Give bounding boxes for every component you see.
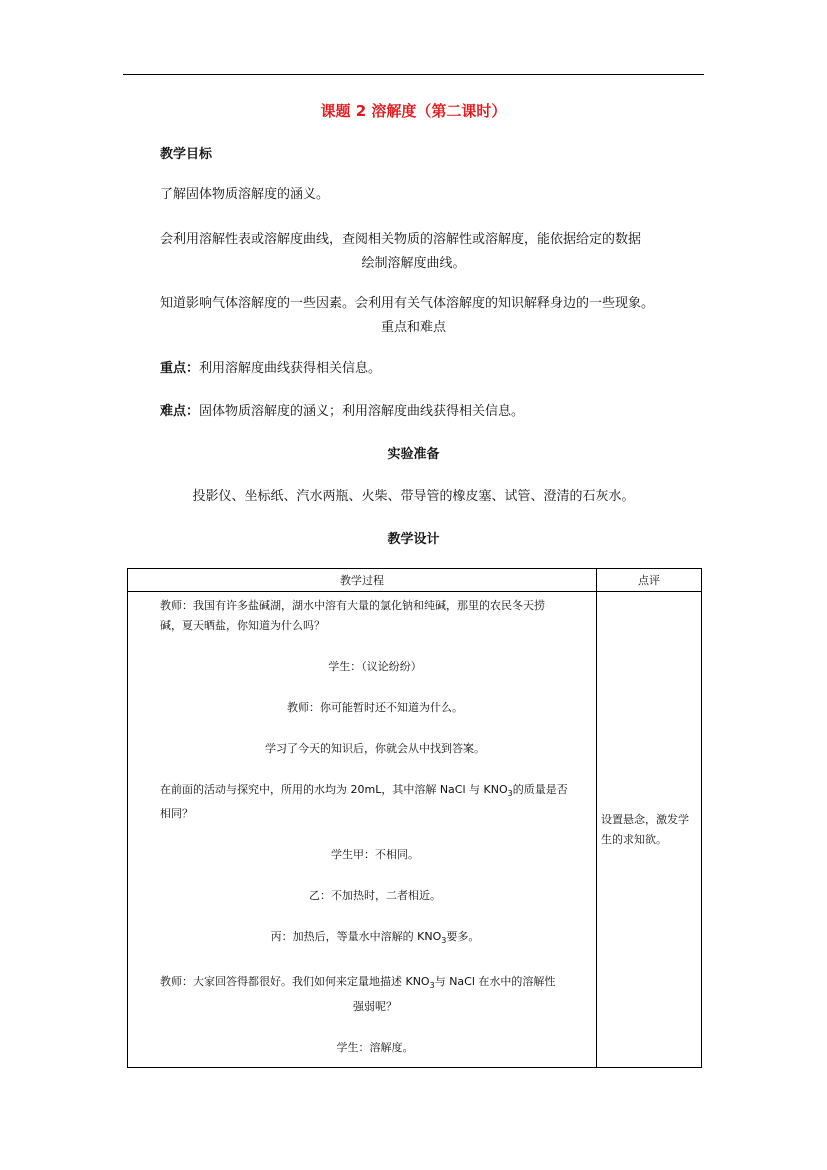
process-text: 教师：大家回答得都很好。我们如何来定量地描述 KNO [160,975,430,989]
prep-heading: 实验准备 [387,447,440,462]
prep-text: 投影仪、坐标纸、汽水两瓶、火柴、带导管的橡皮塞、试管、澄清的石灰水。 [192,489,635,504]
process-text: 在前面的活动与探究中，所用的水均为 20mL，其中溶解 NaCl 与 KNO [160,783,508,796]
process-line [160,972,590,996]
subscript: 3 [441,936,447,946]
objective-3: 知道影响气体溶解度的一些因素。会利用有关气体溶解度的知识解释身边的一些现象。 [160,296,655,311]
process-line: 教师：你可能暂时还不知道为什么。 [287,701,463,714]
header-rule [123,74,704,75]
objective-2-line2: 绘制溶解度曲线。 [361,256,466,271]
process-text: 与 NaCl 在水中的溶解性 [434,975,556,989]
teaching-design-table [127,568,702,1068]
page-title: 课题 2 溶解度（第二课时） [320,102,507,120]
process-text: 丙：加热后，等量水中溶解的 KNO [270,930,442,944]
process-line: 碱，夏天晒盐，你知道为什么吗？ [160,619,325,632]
process-line: 相同？ [160,807,193,821]
comment-cell: 设置悬念，激发学生的求知欲。 [597,592,702,1068]
difficulty-text: 固体物质溶解度的涵义；利用溶解度曲线获得相关信息。 [199,404,525,419]
col-header-comment: 点评 [597,569,702,592]
subscript: 3 [507,789,513,799]
process-line: 教师：我国有许多盐碱湖，湖水中溶有大量的氯化钠和纯碱，那里的农民冬天捞 [160,599,545,612]
process-line: 学生：（议论纷纷） [328,660,422,673]
objective-2-line1: 会利用溶解性表或溶解度曲线，查阅相关物质的溶解性或溶解度，能依据给定的数据 [160,232,642,247]
col-header-process: 教学过程 [128,569,597,592]
process-line: 学生甲：不相同。 [331,848,419,862]
key-difficulty-heading: 重点和难点 [380,320,446,335]
objective-1: 了解固体物质溶解度的涵义。 [160,187,330,202]
design-heading: 教学设计 [387,532,440,547]
process-text: 的质量是否 [512,783,568,796]
process-line: 乙：不加热时，二者相近。 [309,889,441,903]
process-line [160,927,590,951]
process-cell [128,592,597,1068]
key-text: 利用溶解度曲线获得相关信息。 [199,361,382,376]
process-line: 学习了今天的知识后，你就会从中找到答案。 [265,742,485,755]
process-line [160,780,590,804]
key-label: 重点： [160,361,200,376]
difficulty-label: 难点： [160,404,200,419]
difficulty-point [160,400,524,424]
key-point [160,357,381,381]
process-text: 要多。 [446,930,480,944]
subscript: 3 [429,981,435,991]
process-line: 学生：溶解度。 [336,1040,414,1054]
process-line: 强弱呢？ [353,999,397,1013]
objectives-heading: 教学目标 [160,147,213,162]
